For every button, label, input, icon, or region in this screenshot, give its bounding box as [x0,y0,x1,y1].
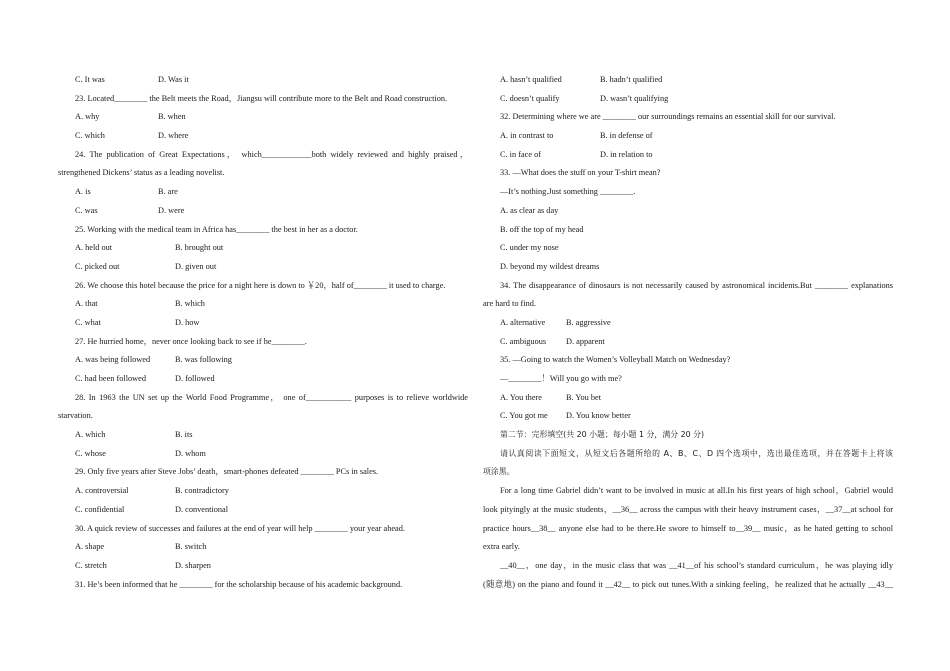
answer-option: C. It was [75,75,105,84]
answer-options-row [58,183,468,202]
continuation-line: extra early. [483,542,520,552]
answer-option: A. hasn’t qualified [500,75,562,84]
answer-option: C. whose [75,448,106,458]
question-line: __40__，one day，in the music class that was __41__of his school’s standard curriculum，he was playing idly [500,560,893,570]
answer-option: D. You know better [566,411,631,421]
answer-options-row [58,314,468,333]
answer-option: D. whom [175,448,206,458]
left-column [58,71,468,594]
answer-option: B. when [158,112,186,122]
answer-option: B. its [175,430,193,440]
answer-option: C. was [75,205,98,215]
question-line: 25. Working with the medical team in Africa has________ the best in her as a doctor. [75,224,358,234]
question-line: 31. He’s been informed that he ________ for the scholarship because of his academic background. [75,579,403,589]
question-line: —________！Will you go with me? [500,374,622,383]
answer-option: A. which [75,430,106,440]
answer-option: C. what [75,317,101,327]
answer-option: A. alternative [500,317,546,327]
answer-options-row [58,445,468,464]
answer-option: B. in defense of [600,131,653,141]
question-line: 23. Located________ the Belt meets the Road，Jiangsu will contribute more to the Belt and Road construction. [75,93,448,103]
continuation-line: strengthened Dickens’ status as a leading novelist. [58,168,225,178]
question-line: 26. We choose this hotel because the price for a night here is down to ￥20，half of________ it used to charge. [75,280,446,290]
answer-options-row [58,501,468,520]
answer-options-row [58,258,468,277]
continuation-line: look pityingly at the music students，__36__ across the campus with their heavy instrument cases，__37__at school for [483,504,893,514]
answer-options-row [483,333,893,352]
question-line: 32. Determining where we are ________ our surroundings remains an essential skill for our survival. [500,112,836,122]
answer-option: D. apparent [566,336,605,346]
answer-options-row [58,538,468,557]
answer-options-row [58,71,468,90]
question-line: 第二节：完形填空(共 20 小题；每小题 1 分，满分 20 分) [500,430,705,440]
continuation-line: are hard to find. [483,299,536,309]
answer-option: D. Was it [158,75,189,84]
answer-option: C. ambiguous [500,336,547,346]
answer-options-row [58,370,468,389]
answer-options-row [483,389,893,408]
answer-option: B. was following [175,355,232,365]
question-line: 33. —What does the stuff on your T-shirt mean? [500,168,661,178]
question-line: For a long time Gabriel didn’t want to be involved in music at all.In his first years of high school，Gabriel would [500,486,893,496]
answer-option: A. shape [75,542,105,552]
answer-options-row [483,314,893,333]
answer-options-row [58,295,468,314]
question-line: 35. —Going to watch the Women’s Volleyball Match on Wednesday? [500,355,731,365]
answer-option: B. hadn’t qualified [600,75,663,84]
question-line: 28. In 1963 the UN set up the World Food Programme， one of___________ purposes is to relieve worldwide [75,392,468,402]
answer-option: B. which [175,299,205,309]
answer-option: A. controversial [75,486,129,496]
answer-options-row [58,351,468,370]
answer-option: A. why [75,112,100,122]
answer-option: B. aggressive [566,317,611,327]
answer-option: D. given out [175,261,217,271]
continuation-line: practice hours__38__ anyone else had to be there.He swore to himself to__39__ music，as he hated getting to school [483,523,893,533]
answer-options-row [58,202,468,221]
continuation-line: starvation. [58,411,93,421]
answer-options-row [483,71,893,90]
answer-option: C. picked out [75,261,120,271]
answer-option: A. You there [500,392,542,402]
answer-options-row [58,557,468,576]
question-line: D. beyond my wildest dreams [500,261,600,271]
answer-option: C. You got me [500,411,548,421]
answer-option: A. is [75,187,91,197]
answer-option: D. were [158,205,185,215]
answer-options-row [483,90,893,109]
answer-options-row [58,482,468,501]
answer-option: D. conventional [175,504,228,514]
question-line: 请认真阅读下面短文，从短文后各题所给的 A、B、C、D 四个选项中，选出最佳选项，并在答题卡上将该 [500,448,893,458]
answer-option: C. had been followed [75,374,146,383]
answer-option: D. where [158,131,189,141]
answer-option: D. followed [175,374,215,383]
answer-options-row [58,127,468,146]
answer-option: B. contradictory [175,486,229,496]
answer-options-row [483,127,893,146]
answer-option: C. which [75,131,105,141]
question-line: B. off the top of my head [500,224,584,234]
answer-options-row [58,239,468,258]
answer-option: D. sharpen [175,560,211,570]
answer-option: B. You bet [566,392,602,402]
question-line: 30. A quick review of successes and failures at the end of year will help ________ your year ahead. [75,523,405,533]
continuation-line: (随意地) on the piano and found it __42__ to pick out tunes.With a sinking feeling，he realized that he actually __43__ [483,579,893,589]
question-line: C. under my nose [500,243,559,253]
answer-option: A. held out [75,243,113,253]
answer-option: D. in relation to [600,149,653,159]
question-line: —It’s nothing.Just something ________. [500,187,636,197]
answer-option: B. brought out [175,243,224,253]
question-line: 27. He hurried home，never once looking back to see if he________. [75,336,307,346]
question-line: 24. The publication of Great Expectations， which____________both widely reviewed and highly praised， [75,149,468,159]
answer-options-row [58,426,468,445]
answer-options-row [483,146,893,165]
answer-option: D. how [175,317,200,327]
question-line: 34. The disappearance of dinosaurs is not necessarily caused by astronomical incidents.But ________ explanations [500,280,893,290]
answer-options-row [58,108,468,127]
answer-option: C. doesn’t qualify [500,93,560,103]
answer-option: B. are [158,187,178,197]
answer-options-row [483,407,893,426]
answer-option: C. in face of [500,149,542,159]
right-column [483,71,893,594]
question-line: A. as clear as day [500,205,559,215]
answer-option: A. that [75,299,98,309]
continuation-line: 项涂黑。 [483,467,515,477]
answer-option: D. wasn’t qualifying [600,93,669,103]
answer-option: B. switch [175,542,207,552]
answer-option: C. confidential [75,504,125,514]
answer-option: C. stretch [75,560,107,570]
answer-option: A. was being followed [75,355,151,365]
answer-option: A. in contrast to [500,131,554,141]
question-line: 29. Only five years after Steve Jobs’ death，smart-phones defeated ________ PCs in sales. [75,467,379,477]
